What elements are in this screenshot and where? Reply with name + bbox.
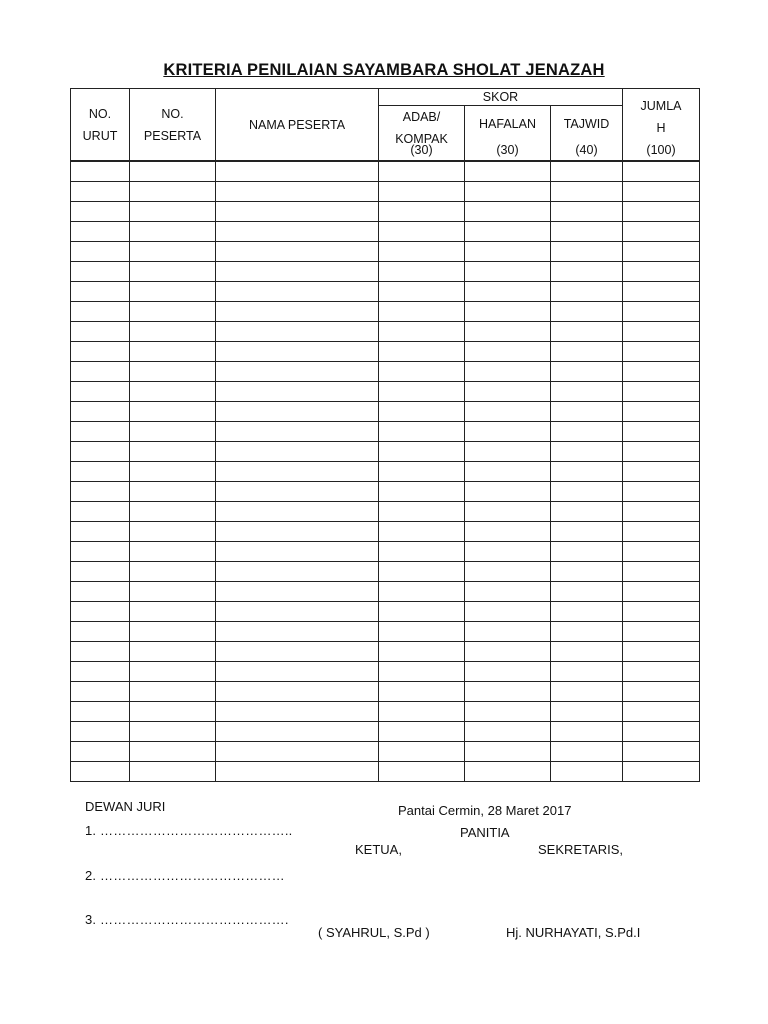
table-cell [379, 722, 465, 742]
table-row [71, 182, 700, 202]
table-cell [71, 742, 130, 762]
header-hafalan: HAFALAN (30) [465, 106, 551, 162]
table-cell [379, 582, 465, 602]
table-cell [216, 322, 379, 342]
table-cell [379, 602, 465, 622]
table-cell [130, 262, 216, 282]
table-cell [465, 762, 551, 782]
table-row [71, 342, 700, 362]
table-cell [551, 422, 623, 442]
score-table-body [71, 161, 700, 782]
table-cell [379, 442, 465, 462]
table-cell [551, 742, 623, 762]
table-cell [71, 402, 130, 422]
table-cell [623, 562, 700, 582]
table-row [71, 542, 700, 562]
table-cell [465, 382, 551, 402]
table-cell [623, 382, 700, 402]
table-cell [71, 182, 130, 202]
table-cell [551, 602, 623, 622]
table-row [71, 402, 700, 422]
table-cell [465, 642, 551, 662]
table-cell [71, 222, 130, 242]
table-cell [379, 682, 465, 702]
table-row [71, 422, 700, 442]
table-cell [216, 682, 379, 702]
table-cell [216, 222, 379, 242]
table-cell [623, 442, 700, 462]
table-cell [130, 582, 216, 602]
table-cell [130, 442, 216, 462]
table-cell [130, 362, 216, 382]
table-cell [130, 282, 216, 302]
table-cell [551, 522, 623, 542]
table-cell [216, 362, 379, 382]
table-cell [623, 482, 700, 502]
table-cell [465, 202, 551, 222]
table-cell [216, 562, 379, 582]
table-cell [551, 542, 623, 562]
table-cell [130, 522, 216, 542]
table-row [71, 562, 700, 582]
table-cell [379, 522, 465, 542]
table-cell [216, 622, 379, 642]
table-row [71, 502, 700, 522]
table-cell [379, 622, 465, 642]
header-hafalan-points: (30) [496, 143, 519, 157]
table-cell [379, 222, 465, 242]
table-cell [130, 562, 216, 582]
table-cell [465, 462, 551, 482]
table-cell [71, 522, 130, 542]
header-jumlah-points: (100) [646, 143, 676, 157]
table-cell [465, 402, 551, 422]
table-cell [551, 722, 623, 742]
table-cell [623, 161, 700, 182]
table-cell [379, 302, 465, 322]
table-cell [379, 382, 465, 402]
table-cell [216, 182, 379, 202]
table-cell [623, 262, 700, 282]
table-cell [623, 402, 700, 422]
table-cell [130, 722, 216, 742]
table-cell [216, 762, 379, 782]
table-cell [551, 622, 623, 642]
table-cell [71, 702, 130, 722]
table-row [71, 682, 700, 702]
table-cell [623, 742, 700, 762]
table-cell [551, 322, 623, 342]
table-cell [551, 342, 623, 362]
table-cell [465, 222, 551, 242]
table-cell [71, 282, 130, 302]
table-cell [551, 242, 623, 262]
table-cell [216, 482, 379, 502]
table-cell [130, 462, 216, 482]
table-cell [551, 262, 623, 282]
table-cell [71, 382, 130, 402]
table-cell [130, 342, 216, 362]
header-no-urut: NO. URUT [71, 89, 130, 162]
table-cell [551, 382, 623, 402]
table-cell [216, 542, 379, 562]
table-cell [130, 602, 216, 622]
table-cell [71, 362, 130, 382]
table-cell [216, 602, 379, 622]
judge-line-1: 1. …………………………………….. [85, 823, 293, 838]
table-cell [216, 502, 379, 522]
table-cell [130, 222, 216, 242]
table-cell [379, 462, 465, 482]
table-cell [465, 362, 551, 382]
table-cell [465, 342, 551, 362]
table-cell [379, 482, 465, 502]
table-cell [623, 582, 700, 602]
table-cell [130, 542, 216, 562]
table-cell [130, 161, 216, 182]
table-cell [465, 182, 551, 202]
table-cell [216, 262, 379, 282]
table-cell [465, 582, 551, 602]
table-row [71, 382, 700, 402]
table-row [71, 482, 700, 502]
table-cell [71, 662, 130, 682]
table-cell [379, 642, 465, 662]
table-row [71, 742, 700, 762]
table-cell [379, 262, 465, 282]
table-cell [379, 322, 465, 342]
table-cell [551, 442, 623, 462]
table-cell [465, 522, 551, 542]
table-cell [130, 662, 216, 682]
table-cell [130, 242, 216, 262]
table-cell [465, 542, 551, 562]
table-cell [623, 682, 700, 702]
table-cell [71, 562, 130, 582]
table-cell [71, 302, 130, 322]
table-cell [551, 462, 623, 482]
table-cell [551, 402, 623, 422]
table-cell [465, 722, 551, 742]
header-tajwid: TAJWID (40) [551, 106, 623, 162]
table-cell [71, 502, 130, 522]
table-cell [216, 642, 379, 662]
table-cell [623, 222, 700, 242]
table-cell [130, 182, 216, 202]
table-cell [216, 722, 379, 742]
table-cell [465, 422, 551, 442]
table-cell [216, 662, 379, 682]
table-cell [71, 722, 130, 742]
document-title: KRITERIA PENILAIAN SAYAMBARA SHOLAT JENAZAH [163, 61, 605, 79]
header-nama-peserta: NAMA PESERTA [216, 89, 379, 162]
table-cell [465, 742, 551, 762]
table-cell [623, 342, 700, 362]
table-row [71, 702, 700, 722]
table-cell [71, 262, 130, 282]
table-cell [216, 302, 379, 322]
table-cell [71, 422, 130, 442]
table-cell [465, 282, 551, 302]
table-cell [551, 362, 623, 382]
table-row [71, 161, 700, 182]
table-row [71, 362, 700, 382]
table-cell [379, 242, 465, 262]
table-cell [623, 722, 700, 742]
table-cell [623, 202, 700, 222]
panitia-label: PANITIA [460, 825, 510, 840]
table-cell [130, 322, 216, 342]
table-cell [623, 502, 700, 522]
table-cell [465, 662, 551, 682]
table-cell [465, 602, 551, 622]
table-cell [130, 742, 216, 762]
table-cell [71, 462, 130, 482]
table-cell [465, 502, 551, 522]
table-cell [130, 702, 216, 722]
table-cell [216, 202, 379, 222]
judge-line-3: 3. ……………………………………. [85, 912, 289, 927]
table-cell [551, 282, 623, 302]
table-cell [130, 422, 216, 442]
table-cell [379, 562, 465, 582]
table-cell [216, 342, 379, 362]
table-cell [623, 422, 700, 442]
table-row [71, 322, 700, 342]
table-cell [71, 762, 130, 782]
table-cell [216, 582, 379, 602]
table-row [71, 662, 700, 682]
table-cell [379, 422, 465, 442]
table-cell [216, 402, 379, 422]
table-cell [216, 422, 379, 442]
table-cell [465, 682, 551, 702]
header-adab-points: (30) [410, 143, 433, 157]
table-cell [551, 642, 623, 662]
table-cell [623, 242, 700, 262]
table-cell [216, 522, 379, 542]
table-cell [130, 382, 216, 402]
table-row [71, 302, 700, 322]
table-cell [216, 702, 379, 722]
table-cell [379, 762, 465, 782]
table-cell [551, 762, 623, 782]
table-cell [623, 762, 700, 782]
header-skor: SKOR [379, 89, 623, 106]
table-cell [71, 542, 130, 562]
table-cell [379, 362, 465, 382]
table-cell [216, 462, 379, 482]
table-cell [465, 482, 551, 502]
header-jumlah: JUMLA H (100) [623, 89, 700, 162]
table-cell [130, 682, 216, 702]
table-cell [71, 602, 130, 622]
table-cell [379, 742, 465, 762]
score-table [70, 88, 700, 782]
judge-line-2: 2. …………………………………… [85, 868, 285, 883]
table-cell [623, 542, 700, 562]
header-no-peserta: NO. PESERTA [130, 89, 216, 162]
table-cell [71, 582, 130, 602]
table-row [71, 242, 700, 262]
place-date: Pantai Cermin, 28 Maret 2017 [398, 803, 572, 818]
table-row [71, 622, 700, 642]
table-row [71, 582, 700, 602]
table-cell [130, 642, 216, 662]
table-cell [71, 622, 130, 642]
header-tajwid-points: (40) [575, 143, 598, 157]
table-cell [71, 642, 130, 662]
table-cell [379, 202, 465, 222]
table-cell [379, 702, 465, 722]
table-cell [130, 482, 216, 502]
table-cell [551, 502, 623, 522]
table-cell [551, 662, 623, 682]
table-cell [465, 622, 551, 642]
table-cell [551, 702, 623, 722]
table-cell [623, 702, 700, 722]
table-cell [379, 542, 465, 562]
sekretaris-signature-name: Hj. NURHAYATI, S.Pd.I [506, 925, 641, 940]
table-cell [130, 402, 216, 422]
table-cell [379, 502, 465, 522]
table-cell [379, 342, 465, 362]
table-cell [216, 742, 379, 762]
sekretaris-label: SEKRETARIS, [538, 842, 624, 857]
table-cell [465, 442, 551, 462]
table-cell [71, 682, 130, 702]
dewan-juri-label: DEWAN JURI [85, 799, 166, 814]
table-cell [465, 562, 551, 582]
table-cell [216, 242, 379, 262]
table-cell [130, 202, 216, 222]
table-cell [465, 262, 551, 282]
table-row [71, 762, 700, 782]
table-cell [379, 282, 465, 302]
table-cell [623, 602, 700, 622]
table-cell [623, 462, 700, 482]
table-cell [379, 662, 465, 682]
table-cell [130, 302, 216, 322]
table-cell [216, 161, 379, 182]
table-cell [551, 682, 623, 702]
table-row [71, 202, 700, 222]
table-cell [379, 161, 465, 182]
table-row [71, 442, 700, 462]
table-cell [465, 161, 551, 182]
table-cell [623, 322, 700, 342]
ketua-label: KETUA, [355, 842, 402, 857]
table-cell [71, 161, 130, 182]
table-cell [130, 502, 216, 522]
table-cell [379, 402, 465, 422]
table-row [71, 642, 700, 662]
table-cell [551, 582, 623, 602]
table-row [71, 282, 700, 302]
table-cell [216, 442, 379, 462]
header-adab: ADAB/ KOMPAK (30) [379, 106, 465, 162]
table-cell [71, 202, 130, 222]
table-row [71, 262, 700, 282]
table-cell [71, 482, 130, 502]
table-cell [465, 302, 551, 322]
table-cell [130, 762, 216, 782]
table-cell [551, 562, 623, 582]
table-cell [216, 382, 379, 402]
table-row [71, 722, 700, 742]
table-cell [623, 282, 700, 302]
table-cell [623, 662, 700, 682]
table-cell [551, 302, 623, 322]
table-cell [71, 442, 130, 462]
table-cell [551, 202, 623, 222]
table-cell [623, 642, 700, 662]
table-cell [379, 182, 465, 202]
table-cell [216, 282, 379, 302]
table-cell [623, 302, 700, 322]
table-cell [551, 222, 623, 242]
table-cell [623, 182, 700, 202]
table-cell [465, 242, 551, 262]
table-cell [551, 161, 623, 182]
table-row [71, 462, 700, 482]
table-cell [71, 242, 130, 262]
table-cell [623, 522, 700, 542]
table-row [71, 222, 700, 242]
table-cell [465, 322, 551, 342]
table-cell [551, 182, 623, 202]
table-cell [71, 322, 130, 342]
table-cell [623, 362, 700, 382]
ketua-signature-name: ( SYAHRUL, S.Pd ) [318, 925, 430, 940]
table-cell [71, 342, 130, 362]
table-row [71, 602, 700, 622]
table-cell [623, 622, 700, 642]
table-cell [551, 482, 623, 502]
table-row [71, 522, 700, 542]
table-cell [130, 622, 216, 642]
table-cell [465, 702, 551, 722]
